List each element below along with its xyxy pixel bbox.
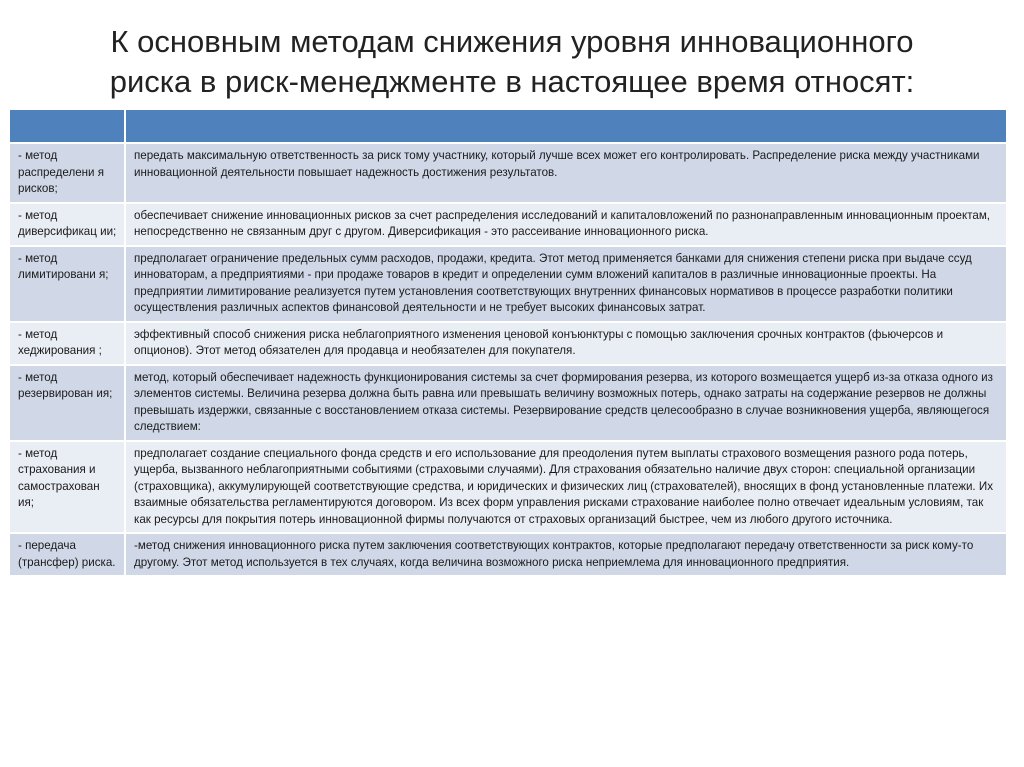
header-cell-description (126, 110, 1006, 142)
method-description-cell: эффективный способ снижения риска неблагоприятного изменения ценовой конъюнктуры с помощью заключения срочных контрактов (фьючерсов и опционов). Этот метод обязателен для продавца и необязателен для покупателя. (126, 321, 1006, 364)
method-description-cell: передать максимальную ответственность за риск тому участнику, который лучше всех может его контролировать. Распределение риска между участниками инновационной деятельности повышает надежность достижения результатов. (126, 142, 1006, 202)
method-name-cell: - передача (трансфер) риска. (10, 532, 126, 575)
table-row (10, 142, 1006, 202)
method-description-cell: метод, который обеспечивает надежность функционирования системы за счет формирования резерва, из которого возмещается ущерб из-за отказа одного из элементов системы. Величина резерва должна быть равна или превышать величину возможных потерь, однако затраты на содержание резервов не должны превышать издержки, связанные с восстановлением отказа системы. Резервирование средств целесообразно в случае возникновения ущерба, являющегося следствием: (126, 364, 1006, 440)
table-row (10, 364, 1006, 440)
method-name-cell: - метод страхования и самострахован ия; (10, 440, 126, 533)
method-name-cell: - метод диверсификац ии; (10, 202, 126, 245)
table-row (10, 440, 1006, 533)
method-name-cell: - метод лимитировани я; (10, 245, 126, 321)
table-row (10, 532, 1006, 575)
page-title (40, 22, 984, 102)
method-name-cell: - метод распределени я рисков; (10, 142, 126, 202)
table-row (10, 321, 1006, 364)
title-line-2: риска в риск-менеджменте в настоящее время относят: (109, 64, 915, 99)
method-description-cell: -метод снижения инновационного риска путем заключения соответствующих контрактов, которые предполагают передачу ответственности за риск кому-то другому. Этот метод используется в тех случаях, когда величина возможного риска неприемлема для инновационного предприятия. (126, 532, 1006, 575)
method-name-cell: - метод резервирован ия; (10, 364, 126, 440)
table-header-row (10, 110, 1006, 142)
table-row (10, 245, 1006, 321)
header-cell-method (10, 110, 126, 142)
method-description-cell: предполагает создание специального фонда средств и его использование для преодоления путем выплаты страхового возмещения разного рода потерь, ущерба, вызванного неблагоприятными событиями (страховыми случаями). Для страхования обязательно наличие двух сторон: специальной организации (страховщика), аккумулирующей соответствующие средства, и юридических и физических лиц (страхователей), вносящих в фонд установленные платежи. Их взаимные обязательства регламентируются договором. Из всех форм управления рисками страхование наиболее полно отвечает идеальным условиям, так как ресурсы для покрытия потерь инновационной фирмы получаются от страховых организаций быстрее, чем из любого другого источника. (126, 440, 1006, 533)
method-description-cell: обеспечивает снижение инновационных рисков за счет распределения исследований и капиталовложений по разнонаправленным инновационным проектам, непосредственно не связанным друг с другом. Диверсификация - это рассеивание инновационного риска. (126, 202, 1006, 245)
method-name-cell: - метод хеджирования ; (10, 321, 126, 364)
title-line-1: К основным методам снижения уровня инновационного (110, 24, 914, 59)
method-description-cell: предполагает ограничение предельных сумм расходов, продажи, кредита. Этот метод применяется банками для снижения степени риска при выдаче ссуд инноваторам, а предприятиями - при продаже товаров в кредит и определении сумм вложений капиталов в различные инновационные проекты. На предприятии лимитирование реализуется путем установления соответствующих внутренних финансовых нормативов в процессе разработки политики осуществления различных аспектов финансовой деятельности и не требует высоких финансовых затрат. (126, 245, 1006, 321)
methods-table (10, 110, 1006, 575)
table-row (10, 202, 1006, 245)
